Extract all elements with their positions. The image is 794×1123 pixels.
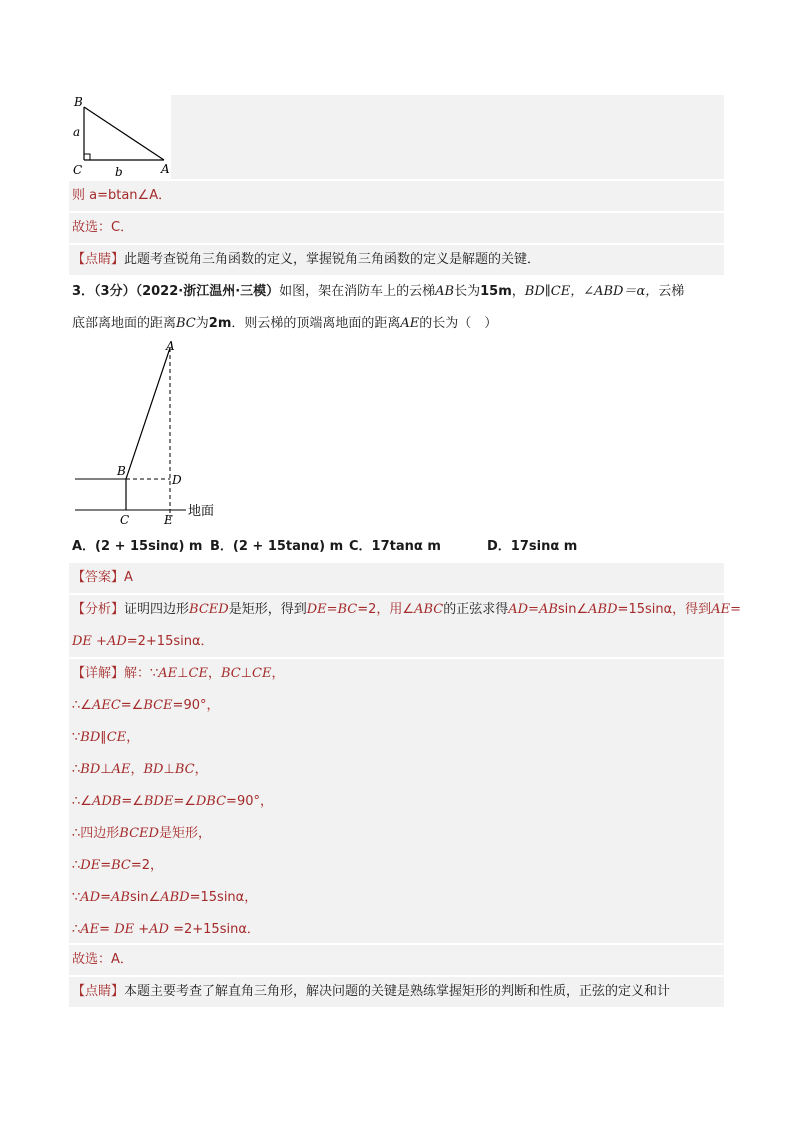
triangle-svg — [69, 95, 171, 179]
q3-BC: BC — [176, 316, 196, 331]
detail-line5 — [72, 792, 273, 812]
detail-s9f: AD — [149, 922, 169, 937]
detail-s5f: DBC — [195, 794, 227, 809]
detail-s4g: ⊥ — [163, 762, 175, 777]
detail-s1h: CE — [252, 666, 272, 681]
analysis-t3: 是矩形，得到 — [228, 602, 307, 617]
q3-text3: ， — [511, 284, 525, 299]
detail-s7e: =2， — [130, 858, 164, 873]
detail-s3c: ∥ — [100, 730, 107, 745]
q3-text6: 为 — [195, 316, 209, 331]
q3-text1: 如图，架在消防车上的云梯 — [279, 284, 436, 299]
detail-s4c: ⊥ — [100, 762, 112, 777]
ladder-svg — [70, 338, 230, 530]
option-A[interactable]: A．(2 + 15sinα) m — [72, 539, 203, 554]
detail-tag: 【详解】 — [72, 666, 125, 681]
detail-line3 — [72, 728, 139, 748]
q3-condition: BD∥CE，∠ABD＝α， — [524, 284, 659, 299]
detail-s1d: CE — [188, 666, 208, 681]
detail-s8d: AB — [111, 890, 130, 905]
q3-text7: ．则云梯的顶端离地面的距离 — [231, 316, 401, 331]
prev-comment — [72, 250, 540, 270]
q3-line2 — [72, 314, 497, 334]
detail-s1i: ， — [271, 666, 285, 681]
detail-s5g: =90°， — [226, 794, 273, 809]
detail-s8a: ∵ — [72, 890, 81, 905]
detail-s9d: DE — [114, 922, 135, 937]
detail-s1c: ⊥ — [177, 666, 189, 681]
detail-s3e: ， — [126, 730, 140, 745]
analysis-t9: sin∠ — [557, 602, 589, 617]
analysis-t7: 的正弦求得 — [443, 602, 509, 617]
detail-s6c: 是矩形， — [158, 826, 211, 841]
detail-s3d: CE — [106, 730, 127, 745]
prev-line2-band — [69, 213, 724, 243]
detail-s5b: ADB — [91, 794, 122, 809]
analysis-line2 — [72, 632, 214, 652]
detail-s9c: = — [99, 922, 115, 937]
detail-s8c: = — [100, 890, 111, 905]
choose-band — [69, 945, 724, 975]
label-ground: 地面 — [188, 504, 215, 519]
detail-s7c: = — [100, 858, 112, 873]
label-D2: D — [172, 473, 182, 487]
prev-comment-text: 此题考查锐角三角函数的定义，掌握锐角三角函数的定义是解题的关键． — [124, 252, 541, 267]
q3-text4: 云梯 — [658, 284, 685, 299]
review-text: 本题主要考查了解直角三角形，解决问题的关键是熟练掌握矩形的判断和性质，正弦的定义和计 — [124, 984, 671, 999]
detail-s1b: AE — [158, 666, 178, 681]
detail-s9a: ∴ — [72, 922, 81, 937]
q3-text2: 长为 — [454, 284, 481, 299]
detail-s6b: BCED — [119, 826, 159, 841]
detail-s8g: =15sinα， — [189, 890, 258, 905]
analysis-t2: BCED — [189, 602, 229, 617]
detail-s3a: ∵ — [72, 730, 81, 745]
detail-line4 — [72, 760, 208, 780]
label-A: A — [161, 162, 170, 176]
detail-s1e: ， — [207, 666, 221, 681]
detail-s7a: ∴ — [72, 858, 81, 873]
choose-line: 故选：A． — [72, 952, 133, 967]
q3-AB: AB — [435, 284, 455, 299]
label-a: a — [73, 125, 81, 139]
answer-line — [72, 568, 133, 588]
detail-s4f: BD — [143, 762, 164, 777]
q3-height: 2m — [208, 316, 232, 331]
option-D[interactable]: D．17sinα m — [487, 539, 578, 554]
analysis-t11: =15sinα，得到 — [617, 602, 712, 617]
q3-number: 3．（3分）（2022·浙江温州·三模） — [72, 284, 280, 299]
answer-band — [69, 563, 724, 593]
detail-s5c: =∠ — [121, 794, 144, 809]
detail-line1 — [72, 664, 285, 684]
label-E2: E — [164, 513, 173, 527]
detail-s5e: =∠ — [173, 794, 196, 809]
detail-line8 — [72, 888, 257, 908]
detail-s2b: AEC — [91, 698, 121, 713]
detail-s7d: BC — [111, 858, 131, 873]
detail-s4e: ， — [130, 762, 144, 777]
detail-s2e: =90°， — [172, 698, 220, 713]
detail-s1a: 解：∵ — [124, 666, 159, 681]
analysis-t12: AE= — [711, 602, 741, 617]
detail-s8b: AD — [80, 890, 101, 905]
label-B: B — [74, 95, 83, 109]
detail-line2 — [72, 696, 219, 716]
q3-length: 15m — [480, 284, 512, 299]
detail-line7 — [72, 856, 163, 876]
ladder-figure — [70, 338, 230, 530]
prev-comment-tag: 【点睛】 — [72, 252, 125, 267]
label-b: b — [115, 165, 123, 179]
analysis-t4: DE=BC — [306, 602, 358, 617]
label-C: C — [73, 163, 83, 177]
answer-value: A — [124, 570, 133, 585]
detail-s2d: BCE — [143, 698, 173, 713]
option-B[interactable]: B．(2 + 15tanα) m — [210, 539, 344, 554]
analysis-t14: =2+15sinα． — [126, 634, 214, 649]
analysis-t8: AD=AB — [508, 602, 558, 617]
detail-s2a: ∴∠ — [72, 698, 92, 713]
detail-s4i: ， — [194, 762, 208, 777]
detail-s4a: ∴ — [72, 762, 81, 777]
detail-s1g: ⊥ — [240, 666, 253, 681]
detail-s4b: BD — [80, 762, 101, 777]
detail-s4d: AE — [111, 762, 131, 777]
prev-line2: 故选：C． — [72, 220, 134, 235]
detail-s3b: BD — [80, 730, 101, 745]
analysis-tag: 【分析】 — [72, 602, 125, 617]
analysis-t1: 证明四边形 — [124, 602, 190, 617]
triangle-figure — [69, 95, 171, 179]
detail-s5a: ∴∠ — [72, 794, 92, 809]
detail-s8e: sin∠ — [129, 890, 161, 905]
detail-s5d: BDE — [143, 794, 174, 809]
label-A2: A — [166, 339, 175, 353]
prev-line1: 则 a=btan∠A． — [72, 188, 172, 203]
detail-s9b: AE — [80, 922, 100, 937]
detail-s8f: ABD — [160, 890, 190, 905]
detail-line9 — [72, 920, 260, 940]
option-C[interactable]: C．17tanα m — [349, 539, 441, 554]
analysis-t6: ABC — [414, 602, 444, 617]
q3-line1 — [72, 282, 684, 302]
analysis-t10: ABD — [588, 602, 618, 617]
detail-s4h: BC — [174, 762, 195, 777]
q3-AE: AE — [400, 316, 420, 331]
detail-s7b: DE — [80, 858, 101, 873]
label-C2: C — [120, 513, 130, 527]
detail-s6a: ∴四边形 — [72, 826, 120, 841]
detail-line6 — [72, 824, 211, 844]
q3-text8: 的长为（ ） — [419, 316, 498, 331]
label-B2: B — [117, 464, 126, 478]
answer-tag: 【答案】 — [72, 570, 125, 585]
review-line — [72, 982, 670, 1002]
analysis-t13: DE +AD — [72, 634, 127, 649]
detail-s9g: =2+15sinα． — [168, 922, 260, 937]
detail-s9e: + — [134, 922, 150, 937]
detail-s1f: BC — [220, 666, 241, 681]
detail-s2c: =∠ — [120, 698, 144, 713]
analysis-line1 — [72, 600, 741, 620]
review-tag: 【点睛】 — [72, 984, 125, 999]
q3-text5: 底部离地面的距离 — [72, 316, 177, 331]
analysis-t5: =2，用∠ — [357, 602, 415, 617]
